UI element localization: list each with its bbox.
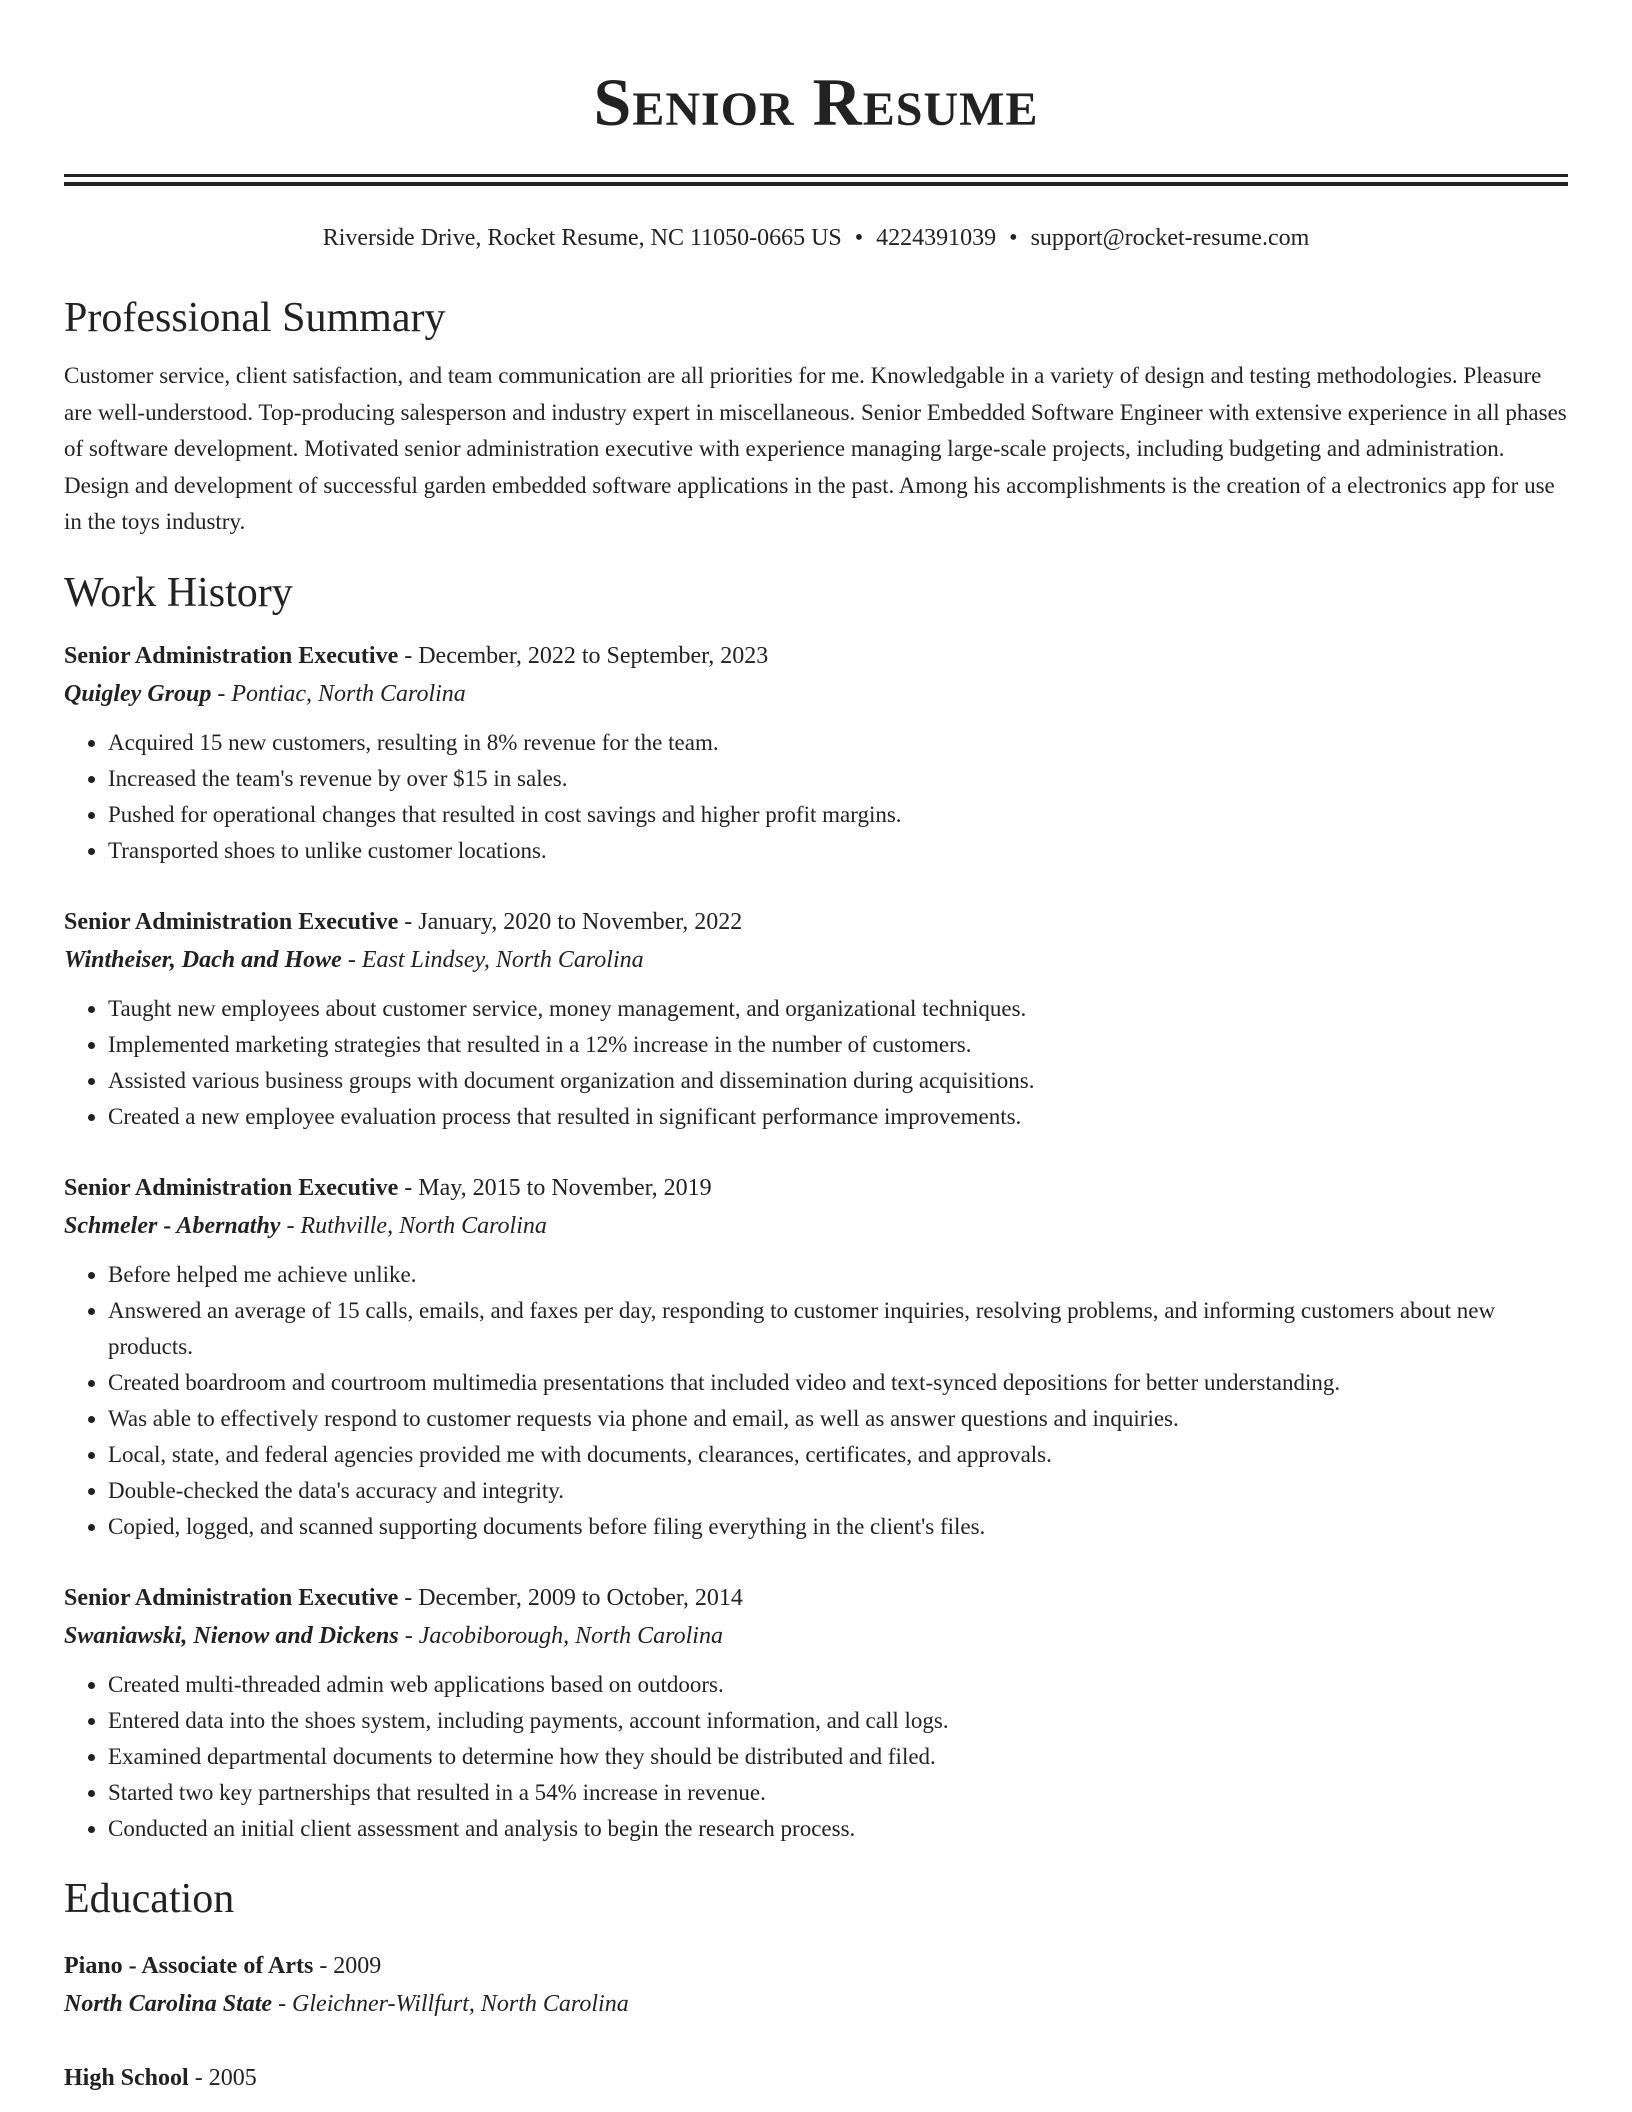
job-bullet: • Taught new employees about customer service, money management, and organizational techniques. <box>108 991 1568 1027</box>
job-bullet-list <box>64 991 1568 1135</box>
job-bullet: • Local, state, and federal agencies provided me with documents, clearances, certificates, and approvals. <box>108 1437 1568 1473</box>
job-location: - Jacobiborough, North Carolina <box>398 1622 723 1649</box>
education-location: - Gleichner-Willfurt, North Carolina <box>272 1990 629 2017</box>
job-bullet: • Before helped me achieve unlike. <box>108 1257 1568 1293</box>
summary-text: Customer service, client satisfaction, and team communication are all priorities for me. Knowledgable in a variety of design and testing methodologies. Pleasure are well-understood. Top-producing salesperson and industry expert in miscellaneous. Senior Embedded Software Engineer with extensive experience in all phases of software development. Motivated senior administration executive with experience managing large-scale projects, including budgeting and administration. Design and development of successful garden embedded software applications in the past. Among his accomplishments is the creation of a electronics app for use in the toys industry. <box>64 363 1567 534</box>
job-bullet-list <box>64 1667 1568 1847</box>
job-title-line <box>64 903 1568 941</box>
job-company: Swaniawski, Nienow and Dickens <box>64 1622 399 1649</box>
job-bullet: • Examined departmental documents to determine how they should be distributed and filed. <box>108 1739 1568 1775</box>
job-entry <box>64 637 1568 869</box>
job-entry <box>64 1169 1568 1545</box>
job-bullet: • Copied, logged, and scanned supporting documents before filing everything in the client's files. <box>108 1509 1568 1545</box>
contact-address: Riverside Drive, Rocket Resume, NC 11050-0665 US <box>322 225 842 251</box>
contact-phone: 4224391039 <box>876 225 997 251</box>
job-bullet: • Implemented marketing strategies that resulted in a 12% increase in the number of customers. <box>108 1027 1568 1063</box>
job-bullet: • Transported shoes to unlike customer locations. <box>108 833 1568 869</box>
job-bullet: • Acquired 15 new customers, resulting in 8% revenue for the team. <box>108 725 1568 761</box>
resume-title: Senior Resume <box>593 64 1039 140</box>
education-year: - 2005 <box>188 2064 257 2091</box>
job-bullet: • Conducted an initial client assessment and analysis to begin the research process. <box>108 1811 1568 1847</box>
job-company-line <box>64 675 1568 713</box>
job-company-line <box>64 1617 1568 1655</box>
job-bullet: • Increased the team's revenue by over $15 in sales. <box>108 761 1568 797</box>
job-company-line <box>64 1207 1568 1245</box>
job-location: - Pontiac, North Carolina <box>211 680 466 707</box>
job-dates: - December, 2022 to September, 2023 <box>398 642 769 669</box>
job-company: Schmeler - Abernathy <box>64 1212 281 1239</box>
education-school-line <box>64 1985 1568 2023</box>
job-title: Senior Administration Executive <box>64 642 399 669</box>
contact-separator: • <box>1009 225 1018 251</box>
job-bullet: • Created boardroom and courtroom multimedia presentations that included video and text-synced depositions for better understanding. <box>108 1365 1568 1401</box>
job-bullet: • Created multi-threaded admin web applications based on outdoors. <box>108 1667 1568 1703</box>
job-title: Senior Administration Executive <box>64 1174 399 1201</box>
job-company-line <box>64 941 1568 979</box>
job-bullet: • Entered data into the shoes system, including payments, account information, and call logs. <box>108 1703 1568 1739</box>
work-history-heading: Work History <box>64 569 293 616</box>
job-location: - Ruthville, North Carolina <box>280 1212 547 1239</box>
job-location: - East Lindsey, North Carolina <box>341 946 644 973</box>
job-company: Wintheiser, Dach and Howe <box>64 946 342 973</box>
contact-line <box>64 222 1568 254</box>
education-degree-line <box>64 1947 1568 1985</box>
education-heading: Education <box>64 1875 235 1922</box>
education-entry <box>64 1947 1568 2023</box>
education-degree: High School <box>64 2064 189 2091</box>
job-bullet-list <box>64 725 1568 869</box>
education-degree-line <box>64 2059 1568 2097</box>
job-title-line <box>64 637 1568 675</box>
job-title: Senior Administration Executive <box>64 908 399 935</box>
job-dates: - January, 2020 to November, 2022 <box>398 908 743 935</box>
job-dates: - December, 2009 to October, 2014 <box>398 1584 743 1611</box>
job-bullet: • Started two key partnerships that resulted in a 54% increase in revenue. <box>108 1775 1568 1811</box>
job-title-line <box>64 1169 1568 1207</box>
contact-separator: • <box>854 225 864 251</box>
job-title-line <box>64 1579 1568 1617</box>
job-dates: - May, 2015 to November, 2019 <box>398 1174 712 1201</box>
job-bullet: • Assisted various business groups with document organization and dissemination during acquisitions. <box>108 1063 1568 1099</box>
job-bullet: • Was able to effectively respond to customer requests via phone and email, as well as answer questions and inquiries. <box>108 1401 1568 1437</box>
education-degree: Piano - Associate of Arts <box>64 1952 314 1979</box>
contact-email: support@rocket-resume.com <box>1030 225 1310 251</box>
job-entry <box>64 903 1568 1135</box>
resume-page <box>64 0 1568 2097</box>
job-bullet: • Pushed for operational changes that resulted in cost savings and higher profit margins. <box>108 797 1568 833</box>
job-bullet: • Double-checked the data's accuracy and integrity. <box>108 1473 1568 1509</box>
summary-heading: Professional Summary <box>64 295 446 341</box>
job-bullet: • Created a new employee evaluation process that resulted in significant performance improvements. <box>108 1099 1568 1135</box>
title-divider <box>64 174 1568 186</box>
education-year: - 2009 <box>313 1952 382 1979</box>
job-bullet: • Answered an average of 15 calls, emails, and faxes per day, responding to customer inquiries, resolving problems, and informing customers about new products. <box>108 1293 1568 1365</box>
job-company: Quigley Group <box>64 680 212 707</box>
job-title: Senior Administration Executive <box>64 1584 399 1611</box>
education-entry <box>64 2059 1568 2097</box>
job-bullet-list <box>64 1257 1568 1545</box>
job-entry <box>64 1579 1568 1847</box>
education-school: North Carolina State <box>64 1990 273 2017</box>
